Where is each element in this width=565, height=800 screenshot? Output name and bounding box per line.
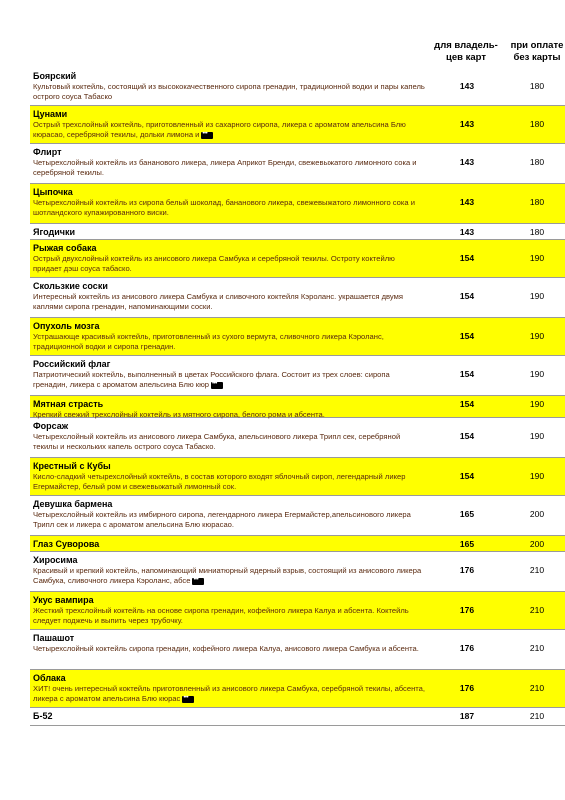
menu-item-row — [30, 458, 565, 496]
description-text: Интересный коктейль из анисового ликера Самбука и сливочного коктейля Кэроланс. украшается двумя каплями сиропа гренадин, напоминающими соски. — [33, 292, 403, 312]
more-icon[interactable] — [192, 578, 204, 585]
cocktail-name: Укус вампира — [33, 595, 94, 605]
price-no-card: 190 — [529, 331, 545, 341]
price-card-owner: 143 — [459, 227, 475, 237]
cocktail-name: Форсаж — [33, 421, 69, 431]
menu-item-row — [30, 144, 565, 184]
price-card-owner: 143 — [459, 197, 475, 207]
price-no-card: 190 — [529, 399, 545, 409]
cocktail-name: Ягодички — [33, 227, 75, 237]
price-card-owner: 187 — [459, 711, 475, 721]
description-text: Четырехслойный коктейль из бананового ликера, ликера Априкот Бренди, свежевыжатого лимонного сока и серебряной текилы. — [33, 158, 417, 178]
cocktail-name: Мятная страсть — [33, 399, 104, 409]
menu-item-row — [30, 318, 565, 356]
price-card-owner: 154 — [459, 399, 475, 409]
menu-item-row — [30, 356, 565, 396]
price-no-card: 210 — [529, 605, 545, 615]
description-text: Четырехслойный коктейль из анисового ликера Самбука, апельсинового ликера Трипл сек, серебряной текилы и нескольких капель острого соуса Табаско. — [33, 432, 401, 452]
cocktail-description — [33, 254, 425, 275]
price-no-card: 190 — [529, 431, 545, 441]
menu-item-row — [30, 396, 565, 418]
price-no-card: 180 — [529, 157, 545, 167]
cocktail-description — [33, 644, 425, 654]
description-text: Острый двухслойный коктейль из анисового ликера Самбука и серебряной текилы. Остроту коктейлю придает дэш соуса табаско. — [33, 254, 395, 274]
cocktail-name: Боярский — [33, 71, 77, 81]
price-no-card: 180 — [529, 81, 545, 91]
menu-item-row — [30, 552, 565, 592]
cocktail-description — [33, 432, 425, 453]
cocktail-name: Хиросима — [33, 555, 78, 565]
cocktail-description — [33, 684, 425, 705]
price-card-owner: 154 — [459, 253, 475, 263]
menu-item-row — [30, 418, 565, 458]
cocktail-name: Крестный с Кубы — [33, 461, 111, 471]
menu-item-row — [30, 278, 565, 318]
price-card-owner: 165 — [459, 509, 475, 519]
cocktail-description — [33, 82, 425, 103]
price-card-owner: 176 — [459, 683, 475, 693]
cocktail-description — [33, 292, 425, 313]
more-icon[interactable] — [201, 132, 213, 139]
menu-item-row — [30, 670, 565, 708]
cocktail-description — [33, 120, 425, 141]
description-text: Четырехслойный коктейль из имбирного сиропа, легендарного ликера Егермайстер,апельсинового ликера Трипл сек и ликера с ароматом апельсина Блю кюрасао. — [33, 510, 411, 530]
price-card-owner: 143 — [459, 119, 475, 129]
menu-item-row — [30, 630, 565, 670]
description-text: Жесткий трехслойный коктейль на основе сиропа гренадин, кофейного ликера Калуа и абсента. Коктейль следует поджечь и выпить через трубочку. — [33, 606, 409, 626]
price-no-card: 190 — [529, 369, 545, 379]
cocktail-description — [33, 370, 425, 391]
price-no-card: 200 — [529, 539, 545, 549]
description-text: Крепкий свежий трехслойный коктейль из мятного сиропа, белого рома и абсента. — [33, 410, 325, 419]
description-text: Острый трехслойный коктейль, приготовленный из сахарного сиропа, ликера с ароматом апельсина Блю кюрасао, серебряной текилы, дольки лимона и — [33, 120, 406, 140]
price-card-owner: 154 — [459, 291, 475, 301]
price-card-owner: 154 — [459, 471, 475, 481]
menu-item-row — [30, 106, 565, 144]
cocktail-name: Флирт — [33, 147, 62, 157]
description-text: ХИТ! очень интересный коктейль приготовленный из анисового ликера Самбука, серебряной текилы, абсента, ликера с ароматом апельсина Блю кюрас — [33, 684, 426, 704]
price-no-card: 180 — [529, 197, 545, 207]
price-card-owner: 176 — [459, 643, 475, 653]
price-card-owner: 165 — [459, 539, 475, 549]
description-text: Культовый коктейль, состоящий из высококачественного сиропа гренадин, традиционной водки и пары капель острого соуса Табаско — [33, 82, 425, 102]
price-card-owner: 154 — [459, 431, 475, 441]
more-icon[interactable] — [211, 382, 223, 389]
menu-item-row — [30, 592, 565, 630]
cocktail-name: Глаз Суворова — [33, 539, 100, 549]
cocktail-description — [33, 510, 425, 531]
more-icon[interactable] — [182, 696, 194, 703]
cocktail-list — [30, 68, 565, 726]
header-card-owner-price: для владель- цев карт — [434, 40, 498, 63]
cocktail-description — [33, 332, 425, 353]
price-card-owner: 176 — [459, 605, 475, 615]
description-text: Четырехслойный коктейль сиропа гренадин, кофейного ликера Калуа, анисового ликера Самбука и абсента. — [33, 644, 419, 653]
price-card-owner: 176 — [459, 565, 475, 575]
cocktail-description — [33, 472, 425, 493]
price-no-card: 180 — [529, 227, 545, 237]
price-card-owner: 154 — [459, 331, 475, 341]
cocktail-name: Скользкие соски — [33, 281, 108, 291]
price-no-card: 190 — [529, 253, 545, 263]
price-card-owner: 143 — [459, 157, 475, 167]
price-no-card: 200 — [529, 509, 545, 519]
cocktail-name: Опухоль мозга — [33, 321, 100, 331]
cocktail-name: Цыпочка — [33, 187, 73, 197]
price-no-card: 190 — [529, 291, 545, 301]
cocktail-name: Девушка бармена — [33, 499, 113, 509]
description-text: Кисло-сладкий четырехслойный коктейль, в состав которого входят яблочный сироп, легендарный ликер Егермайстер, белый ром и свежевыжатый лимонный сок. — [33, 472, 406, 492]
price-no-card: 190 — [529, 471, 545, 481]
cocktail-description — [33, 198, 425, 219]
menu-item-row — [30, 496, 565, 536]
cocktail-name: Пашашот — [33, 633, 75, 643]
price-no-card: 210 — [529, 683, 545, 693]
menu-item-row — [30, 224, 565, 240]
description-text: Четырехслойный коктейль из сиропа белый шоколад, бананового ликера, свежевыжатого лимонного сока и шотландского купажированного виски. — [33, 198, 415, 218]
price-no-card: 210 — [529, 643, 545, 653]
menu-item-row — [30, 536, 565, 552]
cocktail-description — [33, 158, 425, 179]
cocktail-name: Б-52 — [33, 711, 53, 721]
header-no-card-price: при оплате без карты — [510, 40, 564, 63]
menu-item-row — [30, 708, 565, 726]
cocktail-description — [33, 606, 425, 627]
price-card-owner: 154 — [459, 369, 475, 379]
description-text: Устрашающе красивый коктейль, приготовленный из сухого вермута, сливочного ликера Кэроланс, традиционной водки и сиропа гренадин. — [33, 332, 384, 352]
description-text: Красивый и крепкий коктейль, напоминающий миниатюрный ядерный взрыв, состоящий из анисового ликера Самбука, сливочного ликера Кэроланс, абсе — [33, 566, 422, 586]
menu-item-row — [30, 68, 565, 106]
cocktail-description — [33, 566, 425, 587]
menu-item-row — [30, 184, 565, 224]
price-no-card: 180 — [529, 119, 545, 129]
cocktail-name: Цунами — [33, 109, 68, 119]
price-column-header — [0, 40, 565, 64]
cocktail-name: Рыжая собака — [33, 243, 97, 253]
cocktail-name: Облака — [33, 673, 66, 683]
price-no-card: 210 — [529, 565, 545, 575]
description-text: Патриотический коктейль, выполненный в цветах Российского флага. Состоит из трех слоев: сиропа гренадин, ликера с ароматом апельсина Блю кюр — [33, 370, 390, 390]
price-card-owner: 143 — [459, 81, 475, 91]
price-no-card: 210 — [529, 711, 545, 721]
menu-item-row — [30, 240, 565, 278]
cocktail-name: Российский флаг — [33, 359, 111, 369]
